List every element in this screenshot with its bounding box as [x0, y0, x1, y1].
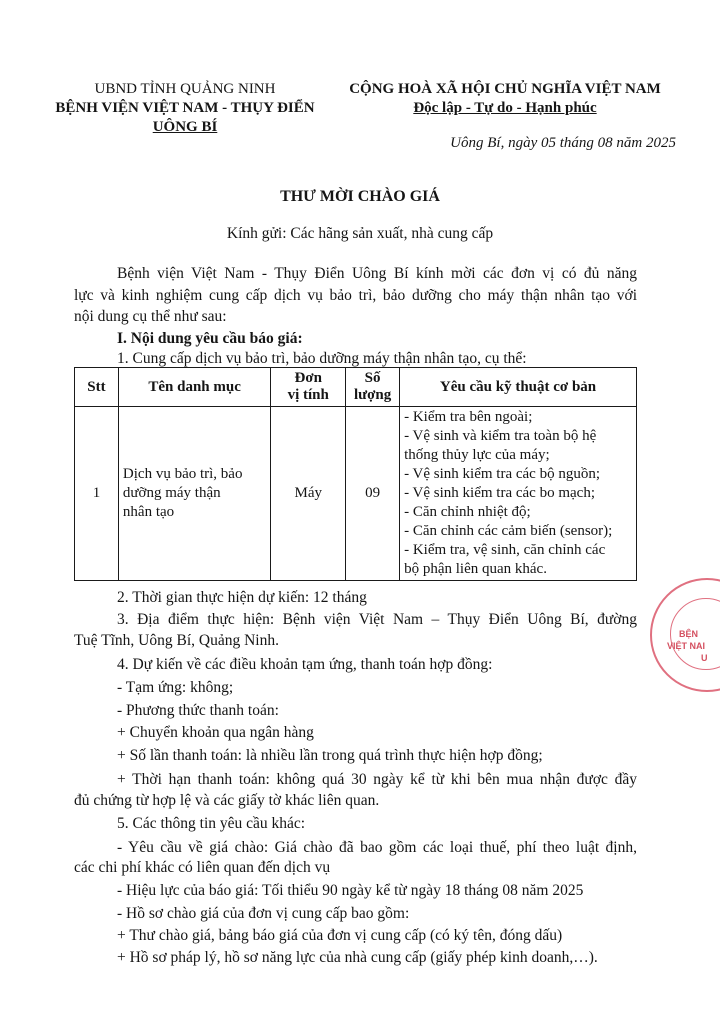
- item-5-docs-1: + Thư chào giá, bảng báo giá của đơn vị cung cấp (có ký tên, đóng dấu): [117, 927, 563, 944]
- stamp-text: [667, 628, 708, 664]
- item-5-validity: - Hiệu lực của báo giá: Tối thiểu 90 ngày kể từ ngày 18 tháng 08 năm 2025: [117, 882, 584, 899]
- section-heading: I. Nội dung yêu cầu báo giá:: [117, 330, 303, 347]
- col-header-qty: [346, 368, 400, 407]
- cell-stt: 1: [75, 407, 119, 581]
- col-header-unit-line-1: Đơn: [294, 370, 322, 386]
- col-header-unit-line-2: vị tính: [287, 387, 329, 403]
- cell-name: [118, 407, 270, 581]
- col-header-unit: [271, 368, 346, 407]
- item-1-text: 1. Cung cấp dịch vụ bảo trì, bảo dưỡng máy thận nhân tạo, cụ thể:: [117, 350, 527, 367]
- col-header-req: Yêu cầu kỹ thuật cơ bản: [400, 368, 637, 407]
- intro-line-3: nội dung cụ thể như sau:: [74, 308, 227, 325]
- item-4-method: - Phương thức thanh toán:: [117, 702, 279, 719]
- item-3-line-2: Tuệ Tĩnh, Uông Bí, Quảng Ninh.: [74, 632, 279, 649]
- intro-line-2: lực và kinh nghiệm cung cấp dịch vụ bảo trì, bảo dưỡng cho máy thận nhân tạo với: [74, 287, 637, 304]
- cell-qty: 09: [346, 407, 400, 581]
- issuer-location: UÔNG BÍ: [152, 119, 218, 135]
- req-line: - Vệ sinh kiểm tra các bo mạch;: [404, 485, 595, 501]
- item-4-term-line-2: đủ chứng từ hợp lệ và các giấy tờ khác liên quan.: [74, 792, 380, 809]
- item-5-docs-2: + Hồ sơ pháp lý, hồ sơ năng lực của nhà cung cấp (giấy phép kinh doanh,…).: [117, 949, 598, 966]
- req-line: - Vệ sinh kiểm tra các bộ nguồn;: [404, 466, 601, 482]
- cell-unit: Máy: [271, 407, 346, 581]
- cell-requirements: [400, 407, 637, 581]
- req-line: - Căn chỉnh các cảm biến (sensor);: [404, 523, 613, 539]
- req-line: bộ phận liên quan khác.: [404, 561, 547, 577]
- cell-name-line-1: Dịch vụ bảo trì, bảo: [122, 466, 243, 482]
- item-4: 4. Dự kiến về các điều khoản tạm ứng, thanh toán hợp đồng:: [117, 656, 493, 673]
- col-header-qty-line-1: Số: [364, 370, 381, 386]
- stamp-text-line-3: U: [701, 653, 708, 663]
- req-line: thống thủy lực của máy;: [404, 447, 550, 463]
- item-4-transfer: + Chuyển khoản qua ngân hàng: [117, 724, 314, 741]
- document-title: THƯ MỜI CHÀO GIÁ: [280, 188, 440, 205]
- item-5-price-line-2: các chi phí khác có liên quan đến dịch vụ: [74, 859, 331, 876]
- cell-name-line-2: dưỡng máy thận: [122, 485, 221, 501]
- item-5-price-line-1: - Yêu cầu về giá chào: Giá chào đã bao gồm các loại thuế, phí theo luật định,: [117, 839, 637, 856]
- req-line: - Căn chỉnh nhiệt độ;: [404, 504, 531, 520]
- req-line: - Kiểm tra, vệ sinh, căn chỉnh các: [404, 542, 606, 558]
- cell-name-line-3: nhân tạo: [122, 504, 175, 520]
- spec-table: [74, 367, 637, 581]
- col-header-name: Tên danh mục: [118, 368, 270, 407]
- col-header-stt: Stt: [75, 368, 119, 407]
- stamp-text-line-2: VIỆT NAI: [667, 641, 706, 651]
- document-date: Uông Bí, ngày 05 tháng 08 năm 2025: [450, 135, 676, 151]
- item-3-line-1: 3. Địa điểm thực hiện: Bệnh viện Việt Nam – Thụy Điển Uông Bí, đường: [117, 611, 637, 628]
- col-header-qty-line-2: lượng: [353, 387, 392, 403]
- table-row: [75, 407, 637, 581]
- intro-line-1: Bệnh viện Việt Nam - Thụy Điển Uông Bí kính mời các đơn vị có đủ năng: [117, 265, 637, 282]
- item-5: 5. Các thông tin yêu cầu khác:: [117, 815, 306, 832]
- item-4-times: + Số lần thanh toán: là nhiều lần trong quá trình thực hiện hợp đồng;: [117, 747, 543, 764]
- item-2: 2. Thời gian thực hiện dự kiến: 12 tháng: [117, 589, 367, 606]
- item-4-term-line-1: + Thời hạn thanh toán: không quá 30 ngày kể từ khi bên mua nhận được đầy: [117, 771, 637, 788]
- req-line: - Vệ sinh và kiểm tra toàn bộ hệ: [404, 428, 597, 444]
- item-5-docs: - Hồ sơ chào giá của đơn vị cung cấp bao gồm:: [117, 905, 410, 922]
- item-4-advance: - Tạm ứng: không;: [117, 679, 234, 696]
- table-header-row: [75, 368, 637, 407]
- national-motto: Độc lập - Tự do - Hạnh phúc: [413, 100, 597, 116]
- stamp-text-line-1: BỆN: [679, 629, 699, 639]
- issuer-name: BỆNH VIỆN VIỆT NAM - THỤY ĐIỂN: [55, 100, 315, 116]
- national-motto-block: [330, 80, 680, 118]
- national-title: CỘNG HOÀ XÃ HỘI CHỦ NGHĨA VIỆT NAM: [349, 81, 661, 97]
- req-line: - Kiểm tra bên ngoài;: [404, 409, 533, 425]
- issuer-block: [40, 80, 330, 137]
- issuer-authority: UBND TỈNH QUẢNG NINH: [94, 81, 276, 97]
- recipient-line: Kính gửi: Các hãng sản xuất, nhà cung cấp: [226, 225, 494, 242]
